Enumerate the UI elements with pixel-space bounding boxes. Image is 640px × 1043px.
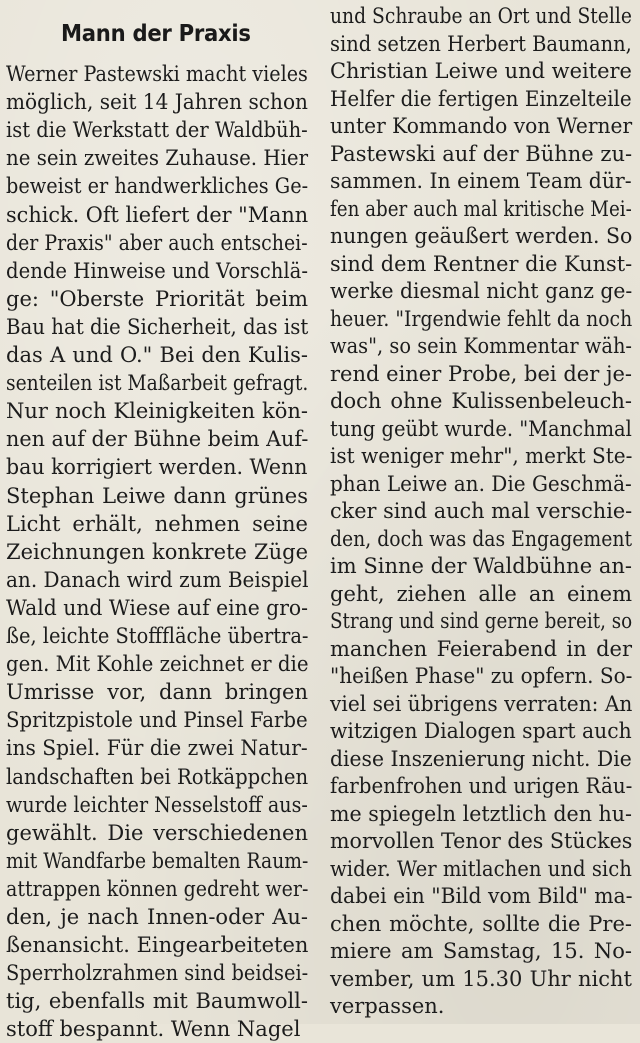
text-line: Sperrholzrahmen sind beidsei- [6, 961, 309, 986]
text-line: sammen. In einem Team dür- [330, 169, 632, 193]
text-line: diese Inszenierung nicht. Die [330, 746, 632, 771]
text-line: fen aber auch mal kritische Mei- [330, 196, 632, 221]
text-line: dende Hinweise und Vorschlä- [6, 258, 308, 283]
text-line: wider. Wer mitlachen und sich [330, 856, 632, 881]
text-line: ins Spiel. Für die zwei Natur- [6, 736, 308, 761]
text-line: Nur noch Kleinigkeiten kön- [6, 399, 308, 424]
text-line: den, doch was das Engagement [330, 526, 633, 551]
text-line: rend einer Probe, bei der je- [330, 361, 632, 386]
text-line: Licht erhält, nehmen seine [6, 511, 308, 536]
text-line: stoff bespannt. Wenn Nagel [6, 1017, 301, 1042]
text-line: Bau hat die Sicherheit, das ist [6, 314, 309, 339]
text-line: heuer. "Irgendwie fehlt da noch [330, 306, 633, 331]
text-line: bau korrigiert werden. Wenn [6, 455, 308, 480]
text-line: möglich, seit 14 Jahren schon [6, 90, 308, 115]
text-line: me spiegeln letztlich den hu- [330, 801, 633, 826]
text-line: manchen Feierabend in der [330, 636, 632, 661]
text-line: doch ohne Kulissenbeleuch- [330, 389, 632, 413]
text-line: den, je nach Innen-oder Au- [6, 905, 308, 929]
text-line: im Sinne der Waldbühne an- [330, 554, 632, 578]
text-line: cker sind auch mal verschie- [330, 499, 633, 523]
text-line: nungen geäußert werden. So [330, 224, 633, 248]
text-line: schick. Oft liefert der "Mann [6, 202, 309, 227]
text-line: der Praxis" aber auch entschei- [6, 230, 308, 255]
text-line: "heißen Phase" zu opfern. So- [330, 664, 633, 688]
text-line: sind dem Rentner die Kunst- [330, 251, 633, 276]
text-line: Spritzpistole und Pinsel Farbe [6, 708, 308, 733]
text-line: Zeichnungen konkrete Züge [6, 539, 308, 564]
text-line: miere am Samstag, 15. No- [330, 939, 632, 963]
text-line: werke diesmal nicht ganz ge- [330, 279, 633, 303]
text-line: Wald und Wiese auf eine gro- [6, 595, 309, 620]
text-line: morvollen Tenor des Stückes [330, 829, 633, 853]
text-line: unter Kommando von Werner [330, 114, 633, 138]
text-line: senteilen ist Maßarbeit gefragt. [6, 371, 309, 396]
text-line: phan Leiwe an. Die Geschmä- [330, 471, 632, 496]
text-line: Strang und sind gerne bereit, so [330, 609, 633, 633]
text-line: ge: "Oberste Priorität beim [6, 286, 308, 311]
text-line: vember, um 15.30 Uhr nicht [330, 966, 632, 991]
text-line: Werner Pastewski macht vieles [6, 62, 308, 86]
text-line: was", so sein Kommentar wäh- [330, 334, 633, 358]
text-line: chen möchte, sollte die Pre- [330, 911, 632, 936]
text-line: ist weniger mehr", merkt Ste- [330, 444, 633, 468]
text-line: ße, leichte Stofffläche übertra- [6, 624, 309, 648]
article-headline: Mann der Praxis [61, 21, 251, 47]
text-line: geht, ziehen alle an einem [330, 581, 632, 606]
text-line: viel sei übrigens verraten: An [330, 691, 633, 716]
text-line: farbenfrohen und urigen Räu- [330, 774, 633, 798]
text-line: Pastewski auf der Bühne zu- [330, 141, 633, 166]
text-line: Umrisse vor, dann bringen [6, 680, 308, 705]
text-line: wurde leichter Nesselstoff aus- [6, 792, 308, 817]
text-line: gewählt. Die verschiedenen [6, 820, 308, 845]
text-line: tung geübt wurde. "Manchmal [330, 416, 632, 441]
text-line: Helfer die fertigen Einzelteile [330, 86, 632, 111]
text-line: attrappen können gedreht wer- [6, 876, 309, 901]
text-line: sind setzen Herbert Baumann, [330, 31, 632, 56]
text-line: ist die Werkstatt der Waldbüh- [6, 118, 308, 143]
text-line: beweist er handwerkliches Ge- [6, 174, 309, 199]
text-line: witzigen Dialogen spart auch [330, 719, 632, 743]
text-line: Christian Leiwe und weitere [330, 59, 632, 83]
text-line: dabei ein "Bild vom Bild" ma- [330, 884, 633, 908]
text-line: verpassen. [330, 994, 445, 1018]
text-line: gen. Mit Kohle zeichnet er die [6, 652, 309, 677]
text-line: ßenansicht. Eingearbeiteten [6, 933, 309, 958]
text-line: ne sein zweites Zuhause. Hier [6, 146, 309, 171]
text-line: und Schraube an Ort und Stelle [330, 4, 632, 28]
text-line: Stephan Leiwe dann grünes [6, 483, 308, 508]
text-line: tig, ebenfalls mit Baumwoll- [6, 989, 308, 1014]
text-line: mit Wandfarbe bemalten Raum- [6, 848, 309, 873]
text-line: an. Danach wird zum Beispiel [6, 567, 309, 592]
text-line: landschaften bei Rotkäppchen [6, 764, 309, 789]
text-line: nen auf der Bühne beim Auf- [6, 427, 309, 452]
text-line: das A und O." Bei den Kulis- [6, 343, 308, 367]
